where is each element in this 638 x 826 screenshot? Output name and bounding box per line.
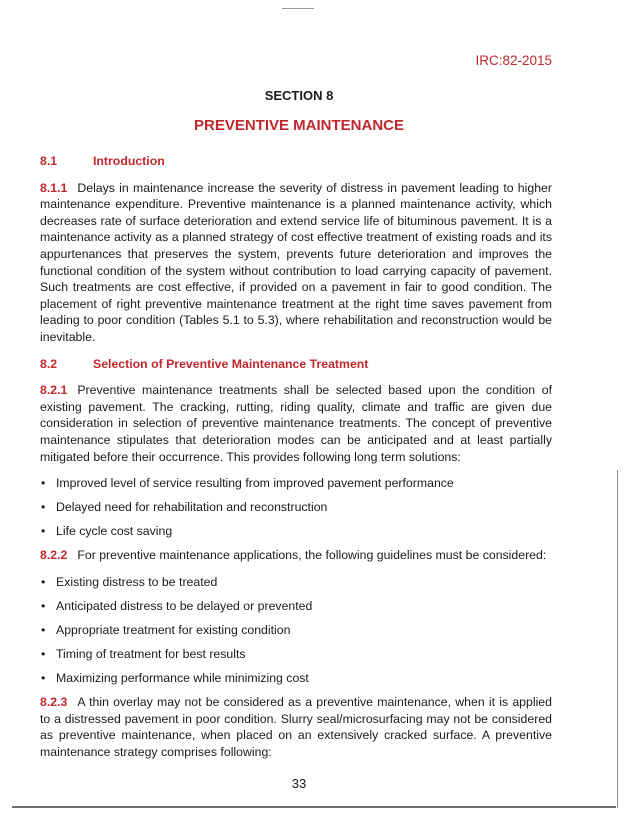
list-item: • Delayed need for rehabilitation and reconstruction [40, 499, 552, 516]
paragraph-number: 8.2.1 [40, 383, 68, 398]
list-item: • Maximizing performance while minimizing cost [40, 670, 552, 687]
heading-8-1 [40, 153, 552, 170]
scan-mark [282, 8, 314, 9]
paragraph-text: A thin overlay may not be considered as a preventive maintenance, when it is applied to a distressed pavement in poor condition. Slurry seal/microsurfacing may not be considered as preventive maintenance, when placed on an extensively cracked surface. A preventive maintenance strategy comprises following: [40, 695, 552, 759]
scan-edge-right [617, 470, 618, 808]
paragraph-text: Delays in maintenance increase the severity of distress in pavement leading to higher maintenance expenditure. Preventive maintenance is a planned maintenance activity, which decreases rate of surface deterioration and extend service life of bituminous pavement. It is a maintenance activity as a planned strategy of cost effective treatment of existing roads and its appurtenances that preserves the system, prevents future deterioration and improves the functional condition of the system without contribution to load carrying capacity of pavement. Such treatments are cost effective, if provided on a pavement in fair to good condition. The placement of right preventive maintenance treatment at the right time saves pavement from leading to poor condition (Tables 5.1 to 5.3), where rehabilitation and reconstruction would be inevitable. [40, 180, 552, 344]
paragraph-number: 8.2.3 [40, 695, 68, 710]
scan-edge-bottom [12, 806, 616, 808]
page-number: 33 [291, 776, 307, 791]
paragraph-8-2-2 [40, 547, 552, 564]
list-item: • Improved level of service resulting from improved pavement performance [40, 475, 552, 492]
list-item: • Existing distress to be treated [40, 574, 552, 591]
guidelines-list [40, 574, 552, 686]
list-item: • Life cycle cost saving [40, 523, 552, 540]
heading-number: 8.2 [40, 356, 58, 371]
list-item: • Appropriate treatment for existing condition [40, 622, 552, 639]
heading-number: 8.1 [40, 154, 58, 168]
paragraph-number: 8.2.2 [40, 548, 68, 563]
heading-title: Introduction [93, 154, 165, 168]
paragraph-number: 8.1.1 [40, 180, 68, 195]
heading-8-2 [40, 356, 552, 373]
page-body [40, 153, 552, 771]
paragraph-text: For preventive maintenance applications, the following guidelines must be considered: [77, 548, 547, 563]
heading-title: Selection of Preventive Maintenance Treatment [93, 356, 369, 371]
section-number: SECTION 8 [264, 88, 334, 103]
paragraph-text: Preventive maintenance treatments shall be selected based upon the condition of existing pavement. The cracking, rutting, riding quality, climate and traffic are given due consideration in selection of preventive maintenance treatments. The concept of preventive maintenance stipulates that deterioration modes can be anticipated and at least partially mitigated before their occurrence. This provides following long term solutions: [40, 383, 552, 464]
list-item: • Timing of treatment for best results [40, 646, 552, 663]
solutions-list [40, 475, 552, 539]
paragraph-8-2-1 [40, 382, 552, 465]
paragraph-8-1-1 [40, 180, 552, 346]
paragraph-8-2-3 [40, 694, 552, 760]
list-item: • Anticipated distress to be delayed or prevented [40, 598, 552, 615]
section-title: PREVENTIVE MAINTENANCE [193, 117, 405, 134]
document-id: IRC:82-2015 [475, 53, 552, 68]
